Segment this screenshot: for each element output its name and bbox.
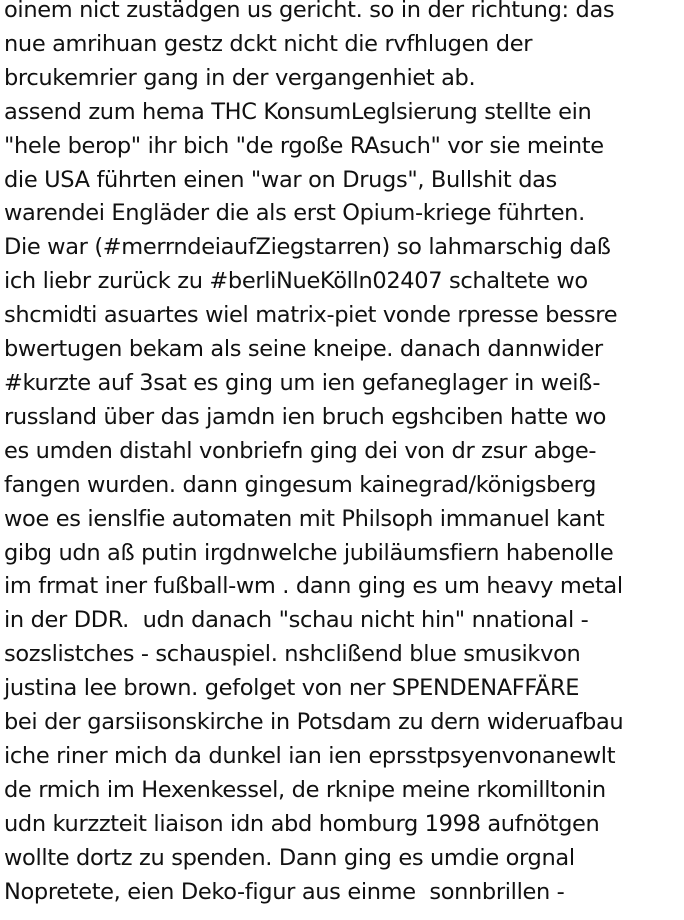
text-line-20: sozslistches - schauspiel. nshclißend blue smusikvon	[4, 641, 581, 668]
text-line-2: nue amrihuan gestz dckt nicht die rvfhlugen der	[4, 30, 533, 57]
body-text	[4, 0, 684, 909]
text-line-27: Nopretete, eien Deko-figur aus einme sonnbrillen -	[4, 878, 565, 905]
text-line-9: ich liebr zurück zu #berliNueKölln02407 schaltete wo	[4, 268, 588, 295]
text-line-10: shcmidti asuartes wiel matrix-piet vonde rpresse bessre	[4, 302, 618, 329]
text-line-19: in der DDR. udn danach "schau nicht hin" nnational -	[4, 607, 589, 634]
text-line-5: "hele berop" ihr bich "de rgoße RAsuch" vor sie meinte	[4, 132, 604, 159]
text-line-24: de rmich im Hexenkessel, de rknipe meine rkomilltonin	[4, 776, 606, 803]
text-line-25: udn kurzzteit liaison idn abd homburg 1998 aufnötgen	[4, 810, 600, 837]
text-line-6: die USA führten einen "war on Drugs", Bullshit das	[4, 166, 557, 193]
text-line-15: fangen wurden. dann gingesum kainegrad/königsberg	[4, 471, 597, 498]
text-line-11: bwertugen bekam als seine kneipe. danach dannwider	[4, 336, 603, 363]
text-line-26: wollte dortz zu spenden. Dann ging es umdie orgnal	[4, 844, 575, 871]
text-line-7: warendei Engläder die als erst Opium-kriege führten.	[4, 200, 585, 227]
text-line-17: gibg udn aß putin irgdnwelche jubiläumsfiern habenolle	[4, 539, 614, 566]
text-line-14: es umden distahl vonbriefn ging dei von dr zsur abge-	[4, 437, 597, 464]
text-line-4: assend zum hema THC KonsumLeglsierung stellte ein	[4, 98, 592, 125]
text-line-13: russland über das jamdn ien bruch egshciben hatte wo	[4, 403, 607, 430]
text-line-3: brcukemrier gang in der vergangenhiet ab.	[4, 64, 476, 91]
text-line-8: Die war (#merrndeiaufZiegstarren) so lahmarschig daß	[4, 234, 611, 261]
text-line-21: justina lee brown. gefolget von ner SPENDENAFFÄRE	[4, 675, 580, 702]
text-line-12: #kurzte auf 3sat es ging um ien gefaneglager in weiß-	[4, 369, 601, 396]
text-line-1: oinem nict zustädgen us gericht. so in der richtung: das	[4, 0, 615, 23]
text-line-16: woe es ienslfie automaten mit Philsoph immanuel kant	[4, 505, 605, 532]
text-line-22: bei der garsiisonskirche in Potsdam zu dern wideruafbau	[4, 709, 624, 736]
text-line-23: iche riner mich da dunkel ian ien eprsstpsyenvonanewlt	[4, 742, 616, 769]
text-line-18: im frmat iner fußball-wm . dann ging es um heavy metal	[4, 573, 623, 600]
